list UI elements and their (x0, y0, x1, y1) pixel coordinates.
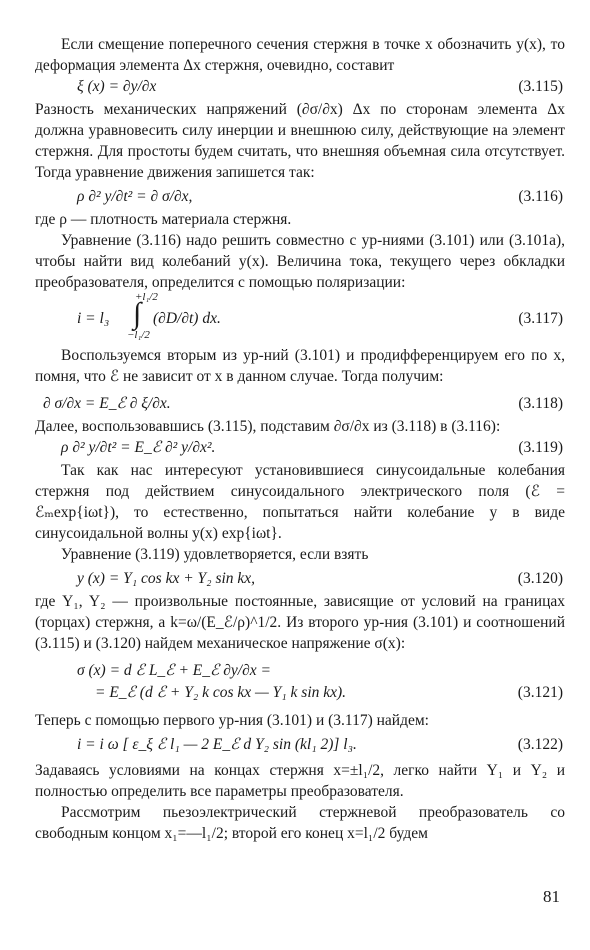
formula: ∂ σ/∂x = E_ℰ ∂ ξ/∂x. (43, 395, 171, 412)
equation-3-118 (35, 393, 565, 416)
equation-number: (3.119) (518, 439, 563, 456)
formula-line-2: = E_ℰ (d ℰ + Y₂ k cos kx — Y₁ k sin kx). (95, 684, 347, 701)
paragraph: Рассмотрим пьезоэлектрический стержневой преобразователь со свободным концом x₁=—l₁/2; второй его конец x=l₁/2 будем (35, 804, 565, 842)
formula-lhs: i = l₃ (77, 310, 110, 327)
equation-3-116 (35, 186, 565, 209)
equation-number: (3.118) (518, 395, 563, 412)
paragraph: Уравнение (3.119) удовлетворяется, если взять (61, 546, 369, 563)
paragraph: Задаваясь условиями на концах стержня x=±l₁/2, легко найти Y₁ и Y₂ и полностью определить все параметры преобразователя. (35, 762, 565, 800)
equation-number: (3.115) (518, 78, 563, 95)
formula-rhs: (∂D/∂t) dx. (153, 310, 221, 327)
equation-3-115 (35, 76, 565, 99)
formula: y (x) = Y₁ cos kx + Y₂ sin kx, (77, 570, 256, 587)
integral-sign: +l₁/2 ∫ −l₁/2 (127, 291, 158, 341)
paragraph: Если смещение поперечного сечения стержня в точке x обозначить y(x), то деформация элемента Δx стержня, очевидно, составит (35, 36, 565, 74)
equation-number: (3.122) (517, 736, 563, 753)
page-body (35, 34, 565, 844)
equation-3-120 (35, 568, 565, 591)
integral-lower-limit: −l₁/2 (127, 329, 150, 341)
equation-3-117 (35, 293, 565, 345)
paragraph: Так как нас интересуют установившиеся синусоидальные колебания стержня под действием синусоидального электрического поля (ℰ = ℰₘexp{iωt}), то естественно, попытаться найти колебание y в виде синусоидальной волны y(x) exp{iωt}. (35, 462, 565, 542)
equation-number: (3.120) (517, 570, 563, 587)
equation-3-121 (35, 660, 565, 704)
paragraph: где Y₁, Y₂ — произвольные постоянные, зависящие от условий на границах (торцах) стержня, а k=ω/(E_ℰ/ρ)^1/2. Из второго ур-ния (3.101) и соотношений (3.115) и (3.120) найдем механическое напряжение σ(x): (35, 593, 565, 652)
paragraph: Уравнение (3.116) надо решить совместно с ур-ниями (3.101) или (3.101а), чтобы найти вид колебаний y(x). Величина тока, текущего через обкладки преобразователя, определится с помощью поляризации: (35, 232, 565, 291)
equation-3-122 (35, 734, 565, 757)
paragraph: Далее, воспользовавшись (3.115), подставим ∂σ/∂x из (3.118) в (3.116): (35, 418, 501, 435)
equation-3-119 (35, 437, 565, 460)
paragraph: Воспользуемся вторым из ур-ний (3.101) и продифференцируем его по x, помня, что ℰ не зависит от x в данном случае. Тогда получим: (35, 347, 565, 385)
equation-number: (3.116) (518, 188, 563, 205)
page-number: 81 (543, 887, 560, 906)
formula: ρ ∂² y/∂t² = ∂ σ/∂x, (77, 188, 193, 205)
formula: i = i ω [ ε_ξ ℰ l₁ — 2 E_ℰ d Y₂ sin (kl₁ 2)] l₃. (77, 736, 357, 753)
integral-upper-limit: +l₁/2 (135, 291, 158, 303)
formula-line-1: σ (x) = d ℰ L_ℰ + E_ℰ ∂y/∂x = (77, 662, 271, 679)
equation-number: (3.117) (518, 310, 563, 327)
paragraph: Теперь с помощью первого ур-ния (3.101) и (3.117) найдем: (35, 712, 429, 729)
formula: ρ ∂² y/∂t² = E_ℰ ∂² y/∂x². (61, 439, 216, 456)
formula: ξ (x) = ∂y/∂x (77, 78, 157, 95)
paragraph: где ρ — плотность материала стержня. (35, 211, 292, 228)
equation-number: (3.121) (517, 684, 563, 701)
paragraph: Разность механических напряжений (∂σ/∂x) Δx по сторонам элемента Δx должна уравновесить силу инерции и внешнюю силу, действующие на элемент стержня. Для простоты будем считать, что внешняя объемная сила отсутствует. Тогда уравнение движения запишется так: (35, 101, 565, 181)
